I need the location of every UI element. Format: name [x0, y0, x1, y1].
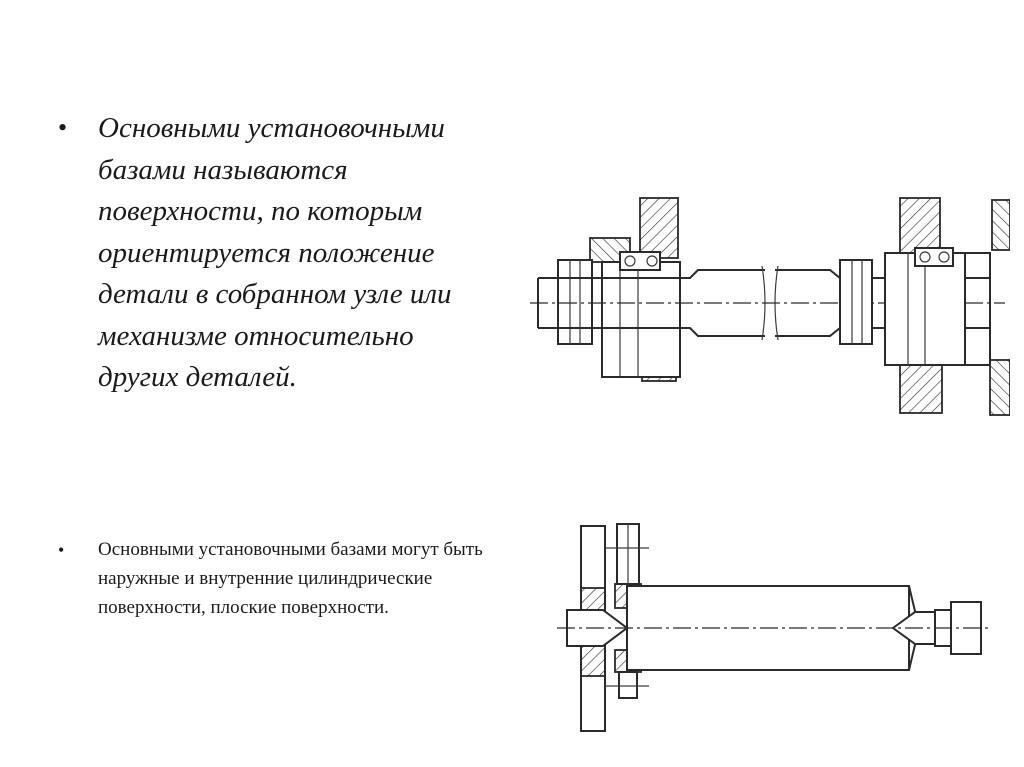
centers-mounting-drawing — [553, 518, 993, 738]
bullet-marker: • — [58, 540, 65, 560]
bullet-marker: • — [58, 113, 68, 142]
bullet-examples — [58, 535, 498, 622]
bullet-examples-text: Основными установочными базами могут быть наружные и внутренние цилиндрические поверхности, плоские поверхности. — [98, 539, 483, 618]
bullet-definition — [58, 108, 498, 399]
bullet-definition-text: Основными установочными базами называются поверхности, по которым ориентируется положение детали в собранном узле или механизме относительно других деталей. — [98, 112, 452, 393]
shaft-bearing-assembly-drawing — [520, 190, 1010, 425]
